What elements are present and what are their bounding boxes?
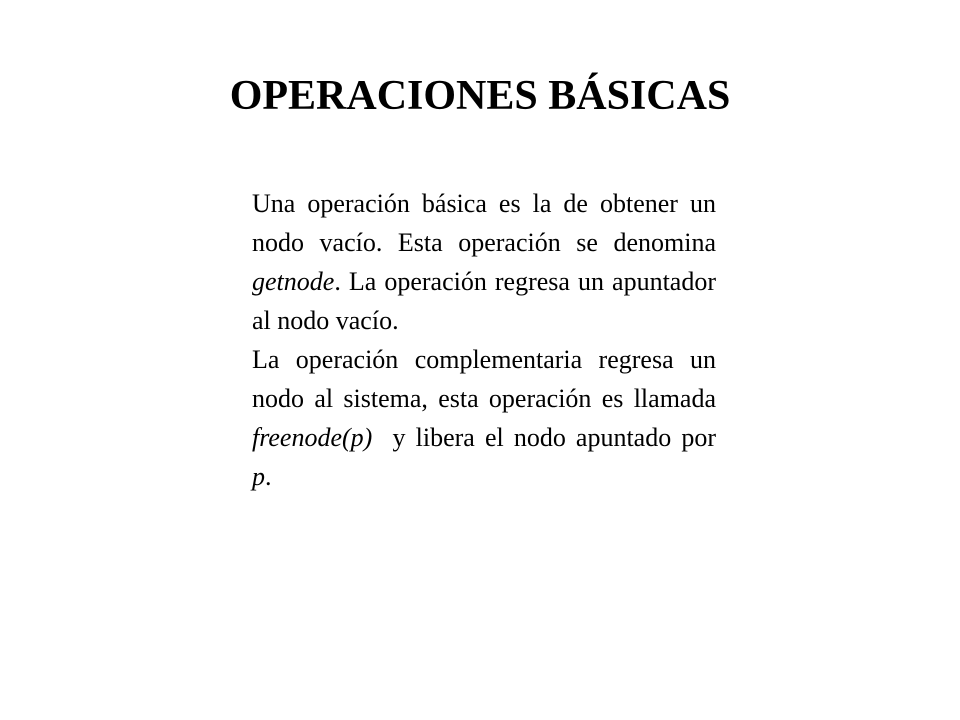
paragraph-1-text-start: Una operación básica es la de obtener un nodo vacío. Esta operación se denomina [252,189,716,257]
freenode-term: freenode(p) [252,423,373,452]
paragraph-2-text-start: La operación complementaria regresa un nodo al sistema, esta operación es llamada [252,345,716,413]
slide-title: OPERACIONES BÁSICAS [229,73,731,119]
slide-body [252,184,723,496]
paragraph-2-text-middle: y libera el nodo apuntado por [372,423,723,452]
paragraph-freenode [252,340,723,496]
pointer-variable: p [252,462,265,491]
paragraph-getnode [252,184,716,340]
getnode-term: getnode [252,267,335,296]
paragraph-1-text-end: . La operación regresa un apuntador al nodo vacío. [252,267,716,335]
paragraph-2-text-end: . [265,462,272,491]
